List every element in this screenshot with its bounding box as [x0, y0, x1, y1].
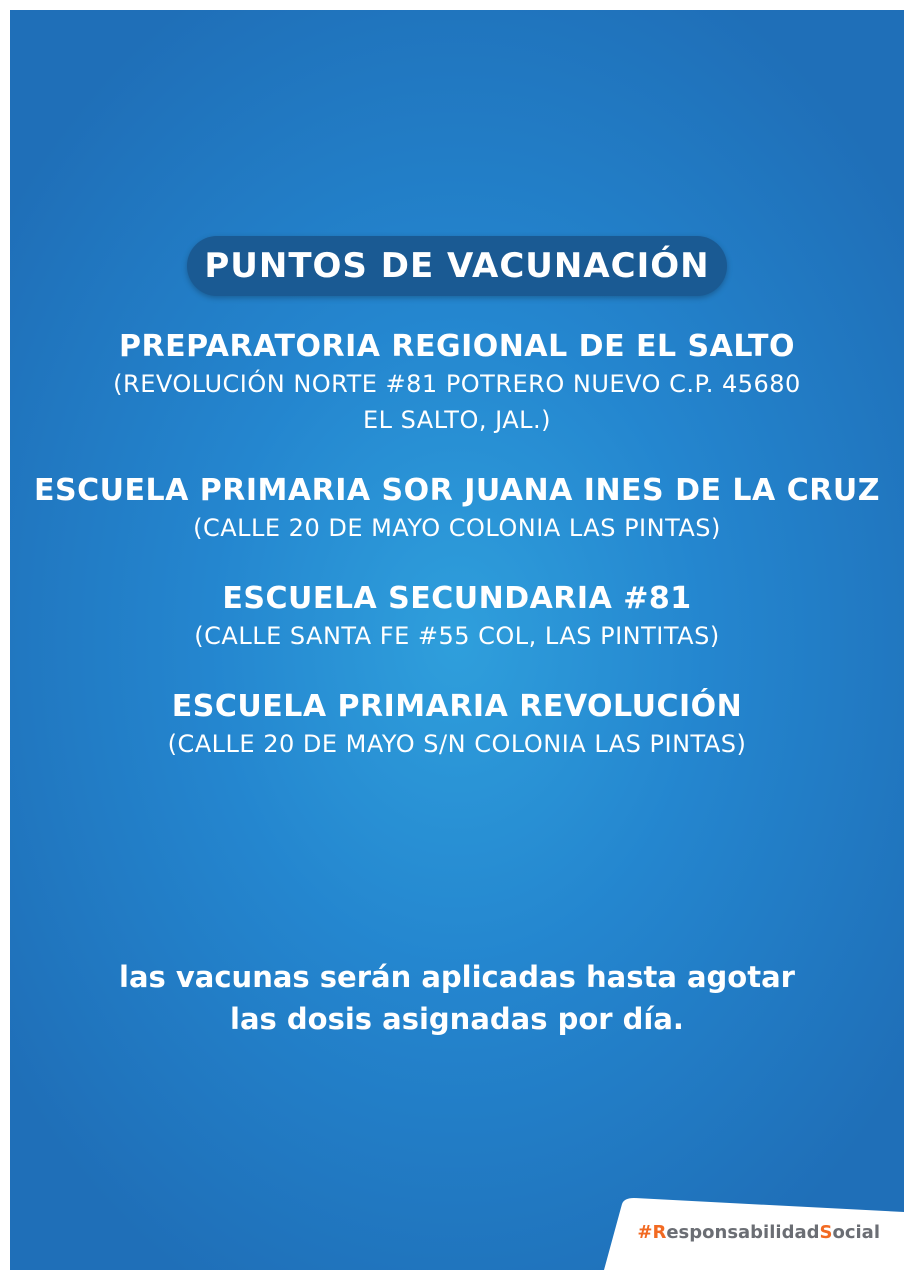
availability-note: las vacunas serán aplicadas hasta agotar las dosis asignadas por día. — [119, 960, 795, 1036]
hashtag-initial-s: S — [819, 1222, 833, 1243]
title-pill — [187, 236, 727, 296]
locations-list — [10, 328, 904, 796]
location-name: ESCUELA SECUNDARIA #81 — [222, 581, 692, 616]
location-item — [10, 580, 904, 654]
hashtag-symbol: # — [637, 1222, 653, 1243]
hashtag-text — [637, 1222, 880, 1243]
location-name: ESCUELA PRIMARIA REVOLUCIÓN — [171, 689, 743, 724]
location-name: ESCUELA PRIMARIA SOR JUANA INES DE LA CRUZ — [34, 473, 880, 508]
poster — [10, 10, 904, 1270]
location-address: (CALLE 20 DE MAYO COLONIA LAS PINTAS) — [193, 514, 721, 542]
location-item — [10, 328, 904, 438]
hashtag-badge — [604, 1198, 904, 1270]
location-item — [10, 472, 904, 546]
hashtag-part-2: ocial — [832, 1222, 880, 1243]
location-name: PREPARATORIA REGIONAL DE EL SALTO — [118, 329, 796, 364]
location-address: (CALLE 20 DE MAYO S/N COLONIA LAS PINTAS) — [167, 730, 747, 758]
location-address: (REVOLUCIÓN NORTE #81 POTRERO NUEVO C.P. 45680 EL SALTO, JAL.) — [113, 370, 801, 434]
location-item — [10, 688, 904, 762]
hashtag-part-1: esponsabilidad — [666, 1222, 820, 1243]
location-address: (CALLE SANTA FE #55 COL, LAS PINTITAS) — [194, 622, 720, 650]
page-title: PUNTOS DE VACUNACIÓN — [204, 246, 710, 286]
hashtag-initial-r: R — [652, 1222, 667, 1243]
